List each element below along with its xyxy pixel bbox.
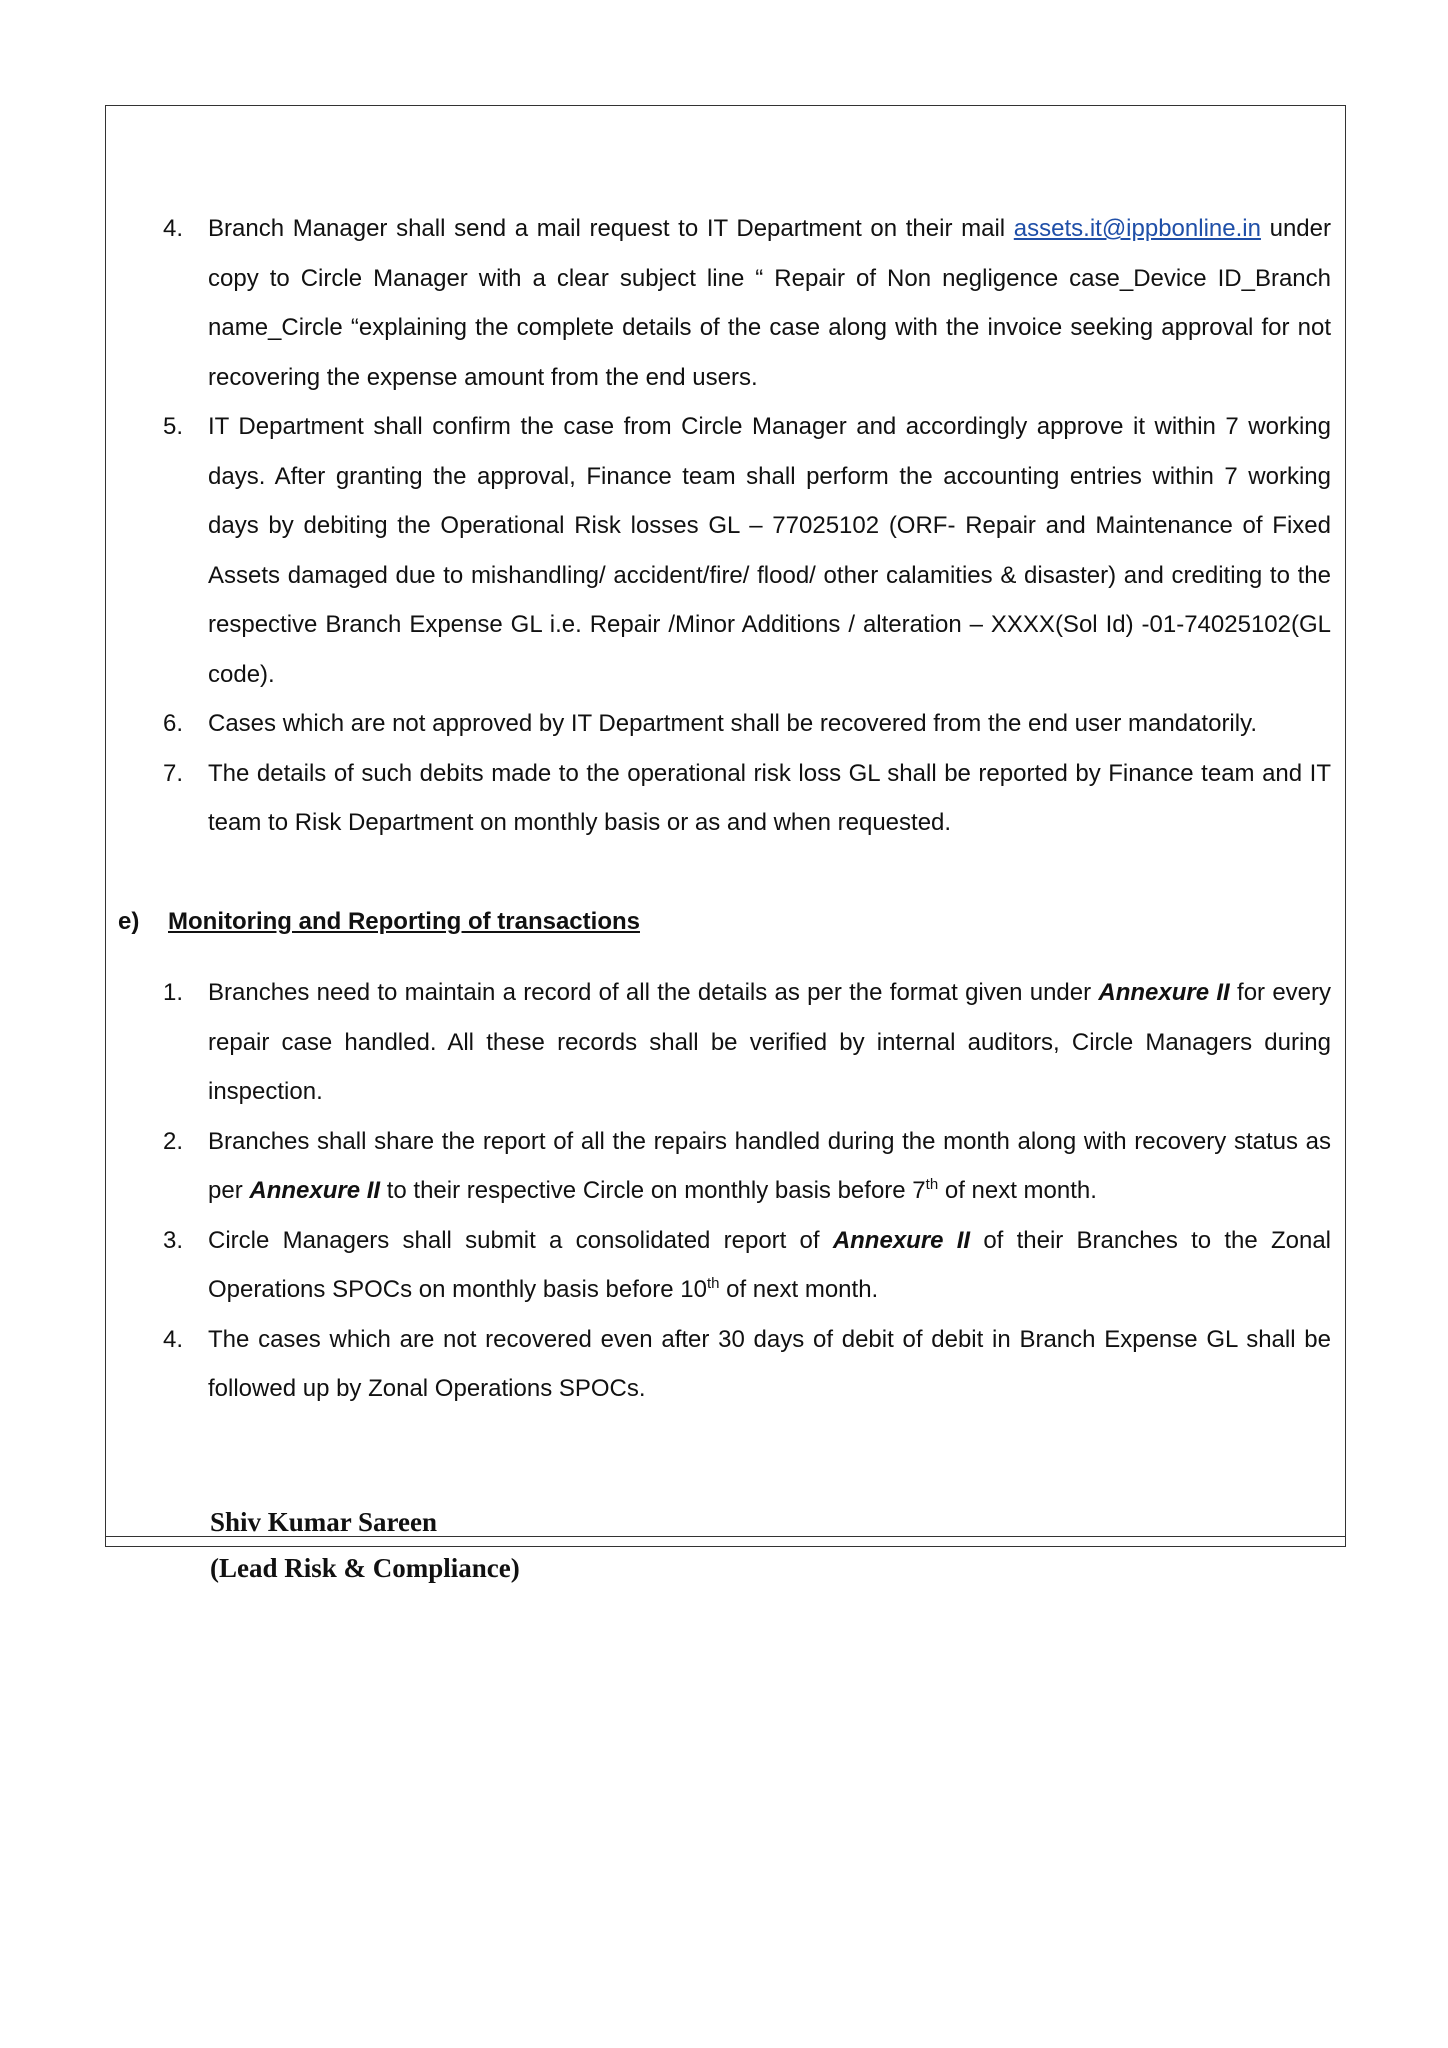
annexure-reference: Annexure II	[832, 1226, 971, 1254]
list-item	[106, 402, 1345, 699]
list-item-text-part: for every repair case handled. All these records shall be verified by internal auditors, Circle Managers during inspection.	[208, 979, 1332, 1105]
list-item	[106, 1315, 1345, 1414]
list-item-text	[208, 1128, 1331, 1205]
list-item	[106, 204, 1345, 402]
signatory-designation: (Lead Risk & Compliance)	[210, 1553, 520, 1583]
list-item-text	[208, 1227, 1331, 1304]
list-item	[106, 1117, 1345, 1216]
list-item-number: 4.	[163, 1325, 184, 1353]
list-item-number: 3.	[163, 1226, 184, 1254]
list-item-text-part: of their Branches to the Zonal Operations SPOCs on monthly basis before 10	[208, 1226, 1332, 1303]
list-item	[106, 968, 1345, 1117]
list-item-text-part: Branches need to maintain a record of all the details as per the format given under	[208, 979, 1099, 1006]
list-item-number: 5.	[163, 413, 184, 440]
frame-bottom-rule	[105, 1537, 1346, 1547]
section-heading	[118, 905, 640, 939]
list-item-text-part: Circle Managers shall submit a consolidated report of	[208, 1226, 833, 1254]
section-letter: e)	[118, 908, 140, 935]
document-frame	[105, 105, 1346, 1583]
list-item-text	[208, 215, 1331, 391]
ordinal-suffix: th	[925, 1176, 939, 1193]
list-item	[106, 699, 1345, 749]
list-item-text: The details of such debits made to the operational risk loss GL shall be reported by Finance team and IT team to Risk Department on monthly basis or as and when requested.	[208, 759, 1331, 836]
list-item-text: IT Department shall confirm the case from Circle Manager and accordingly approve it within 7 working days. After granting the approval, Finance team shall perform the accounting entries within 7 working days by debiting the Operational Risk losses GL – 77025102 (ORF- Repair and Maintenance of Fixed Assets damaged due to mishandling/ accident/fire/ flood/ other calamities & disaster) and crediting to the respective Branch Expense GL i.e. Repair /Minor Additions / alteration – XXXX(Sol Id) -01-74025102(GL code).	[208, 413, 1331, 688]
list-item-text-part: under copy to Circle Manager with a clear subject line “ Repair of Non negligence case_Device ID_Branch name_Circle “explaining the complete details of the case along with the invoice seeking approval for not recovering the expense amount from the end users.	[208, 215, 1331, 391]
list-item-number: 2.	[163, 1127, 184, 1155]
list-item-text: The cases which are not recovered even after 30 days of debit of debit in Branch Expense GL shall be followed up by Zonal Operations SPOCs.	[208, 1325, 1331, 1402]
list-item-number: 7.	[163, 759, 184, 787]
list-item-number: 1.	[163, 979, 184, 1006]
list-item	[106, 749, 1345, 848]
email-link[interactable]: assets.it@ippbonline.in	[1013, 215, 1261, 242]
numbered-list-continued	[106, 204, 1345, 848]
list-item	[106, 1216, 1345, 1315]
annexure-reference: Annexure II	[249, 1177, 381, 1204]
list-item-text-part: to their respective Circle on monthly basis before 7	[380, 1177, 926, 1204]
numbered-list-monitoring	[106, 968, 1345, 1414]
list-item-number: 4.	[163, 215, 184, 242]
signatory-name: Shiv Kumar Sareen	[210, 1507, 438, 1537]
section-title: Monitoring and Reporting of transactions	[168, 908, 640, 935]
ordinal-suffix: th	[706, 1275, 720, 1292]
list-item-text-part: Branch Manager shall send a mail request to IT Department on their mail	[208, 215, 1014, 242]
list-item-text: Cases which are not approved by IT Department shall be recovered from the end user mandatorily.	[208, 710, 1257, 737]
list-item-text-part: of next month.	[938, 1177, 1097, 1204]
list-item-number: 6.	[163, 710, 184, 737]
list-item-text	[208, 979, 1331, 1105]
annexure-reference: Annexure II	[1098, 979, 1230, 1006]
list-item-text-part: Branches shall share the report of all the repairs handled during the month along with recovery status as per	[208, 1127, 1331, 1204]
list-item-text-part: of next month.	[719, 1276, 879, 1303]
